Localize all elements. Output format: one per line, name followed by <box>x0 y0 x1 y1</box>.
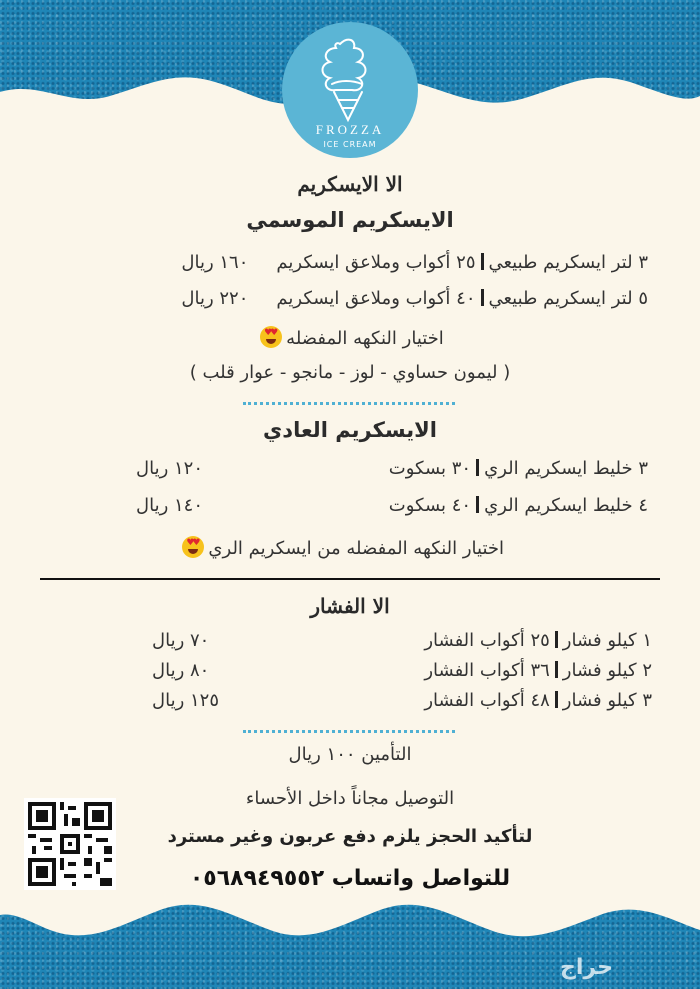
item-price: ٨٠ ريال <box>152 660 210 681</box>
frozza-logo <box>282 22 418 158</box>
popcorn-item-1 <box>152 630 652 651</box>
seasonal-flavors: ( ليمون حساوي - لوز - مانجو - عوار قلب ) <box>189 362 511 383</box>
popcorn-item-2 <box>152 660 652 681</box>
item-cups: ٤٠ أكواب وملاعق ايسكريم <box>276 288 476 309</box>
separator-bar <box>481 253 484 270</box>
item-cups: ٤٨ أكواب الفشار <box>424 690 550 711</box>
seasonal-item-2 <box>181 288 648 309</box>
seasonal-item-1 <box>181 252 648 273</box>
item-price: ١٦٠ ريال <box>181 252 249 273</box>
section-divider-line <box>40 578 660 580</box>
item-cups: ٢٥ أكواب وملاعق ايسكريم <box>276 252 476 273</box>
item-price: ١٤٠ ريال <box>136 495 204 516</box>
separator-bar <box>481 289 484 306</box>
flavor-prompt-text: اختيار النكهه المفضله من ايسكريم الري <box>208 538 504 559</box>
regular-item-1 <box>136 458 648 479</box>
regular-item-2 <box>136 495 648 516</box>
item-desc: ٤ خليط ايسكريم الري <box>484 495 648 516</box>
heart-eyes-emoji-icon <box>182 536 204 558</box>
whatsapp-contact: للتواصل واتساب ٠٥٦٨٩٤٩٥٥٢ <box>189 866 511 891</box>
item-desc: ١ كيلو فشار <box>562 630 652 651</box>
item-price: ١٢٥ ريال <box>152 690 220 711</box>
seasonal-flavor-prompt <box>0 326 700 349</box>
item-desc: ٥ لتر ايسكريم طبيعي <box>488 288 648 309</box>
separator-bar <box>555 691 558 708</box>
deposit-text: التأمين ١٠٠ ريال <box>288 744 412 765</box>
item-price: ١٢٠ ريال <box>136 458 204 479</box>
item-desc: ٣ لتر ايسكريم طبيعي <box>488 252 648 273</box>
separator-bar <box>476 459 479 476</box>
haraj-watermark: حراج <box>560 955 613 980</box>
regular-flavor-prompt <box>178 536 504 559</box>
seasonal-heading: الايسكريم الموسمي <box>246 208 454 232</box>
item-price: ٢٢٠ ريال <box>181 288 249 309</box>
item-cups: ٢٥ أكواب الفشار <box>424 630 550 651</box>
separator-bar <box>555 631 558 648</box>
popcorn-heading: الا الفشار <box>310 594 390 618</box>
regular-heading: الايسكريم العادي <box>263 418 437 442</box>
item-desc: ٣ خليط ايسكريم الري <box>484 458 648 479</box>
item-price: ٧٠ ريال <box>152 630 210 651</box>
delivery-text: التوصيل مجاناً داخل الأحساء <box>245 788 455 809</box>
ice-cream-title: الا الايسكريم <box>297 172 403 196</box>
item-cups: ٣٦ أكواب الفشار <box>424 660 550 681</box>
item-cups: ٤٠ بسكوت <box>388 495 472 516</box>
item-cups: ٣٠ بسكوت <box>388 458 472 479</box>
dotted-divider <box>243 402 455 405</box>
logo-brand-text: FROZZA <box>315 122 385 137</box>
booking-note: لتأكيد الحجز يلزم دفع عربون وغير مسترد <box>167 826 533 847</box>
dotted-divider <box>243 730 455 733</box>
qr-code-icon[interactable] <box>24 798 116 890</box>
item-desc: ٢ كيلو فشار <box>562 660 652 681</box>
item-desc: ٣ كيلو فشار <box>562 690 652 711</box>
flavor-prompt-text: اختيار النكهه المفضله <box>286 328 444 349</box>
heart-eyes-emoji-icon <box>260 326 282 348</box>
logo-sub-text: ICE CREAM <box>323 140 377 149</box>
separator-bar <box>555 661 558 678</box>
separator-bar <box>476 496 479 513</box>
popcorn-item-3 <box>152 690 652 711</box>
